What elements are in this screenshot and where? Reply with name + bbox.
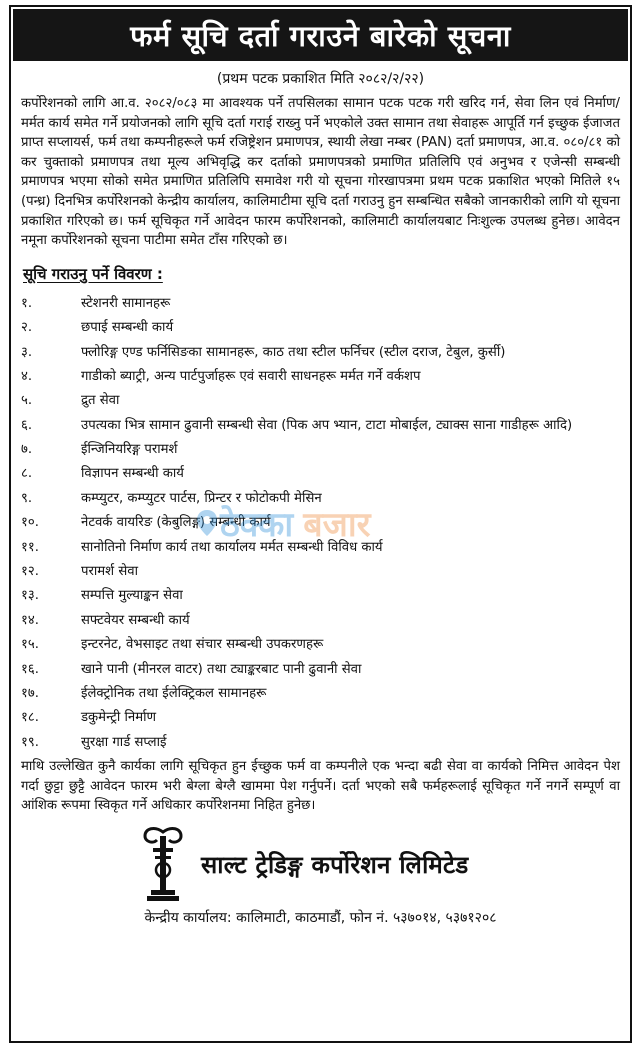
list-item — [21, 294, 618, 313]
item-number: १८. — [21, 710, 39, 726]
item-text: कम्प्युटर, कम्प्युटर पार्टस, प्रिन्टर र फोटोकपी मेसिन — [81, 490, 322, 506]
item-text: खाने पानी (मीनरल वाटर) तथा ट्याङ्करबाट पानी ढुवानी सेवा — [81, 661, 362, 677]
item-number: ४. — [21, 368, 33, 384]
item-text: सम्पत्ति मुल्याङ्कन सेवा — [81, 588, 183, 604]
list-item — [21, 367, 618, 386]
list-item — [21, 513, 618, 532]
item-text: सानोतिनो निर्माण कार्य तथा कार्यालय मर्मत सम्बन्धी विविध कार्य — [81, 539, 383, 555]
item-text: सफ्टवेयर सम्बन्धी कार्य — [81, 612, 190, 628]
list-item — [21, 635, 618, 654]
item-text: डकुमेन्ट्री निर्माण — [81, 710, 157, 726]
list-item — [21, 440, 618, 459]
list-item — [21, 464, 618, 483]
item-text: नेटवर्क वायरिङ (केबुलिङ्ग) सम्बन्धी कार्य — [81, 515, 271, 531]
item-number: १९. — [21, 734, 39, 750]
list-item — [21, 416, 618, 435]
item-number: १४. — [21, 612, 39, 628]
item-number: ८. — [21, 466, 33, 482]
item-text: गाडीको ब्याट्री, अन्य पार्टपुर्जाहरू एवं सवारी साधनहरू मर्मत गर्ने वर्कशप — [81, 368, 421, 384]
item-number: १७. — [21, 686, 39, 701]
item-text: छपाई सम्बन्धी कार्य — [81, 320, 174, 336]
list-item — [21, 586, 618, 605]
item-number: ६. — [21, 417, 33, 433]
item-text: ईन्जिनियरिङ्ग परामर्श — [81, 442, 178, 458]
closing-paragraph: माथि उल्लेखित कुनै कार्यका लागि सूचिकृत हुन ईच्छुक फर्म वा कम्पनीले एक भन्दा बढी सेवा वा कार्यको निमित्त आवेदन पेश गर्दा छुट्टा छुट्टै आवेदन फारम भरी बेग्ला बेग्लै खाममा पेश गर्नुपर्ने। दर्ता भएको सबै फर्महरूलाई सूचिकृत गर्ने नगर्ने सम्पूर्ण वा आंशिक रूपमा स्विकृत गर्ने अधिकार कर्पोरेशनमा निहित हुनेछ। — [21, 759, 620, 814]
company-emblem-icon — [139, 826, 187, 904]
list-item — [21, 708, 618, 727]
item-number: ३. — [21, 344, 33, 360]
company-signature — [139, 826, 630, 904]
item-number: १. — [21, 295, 33, 311]
list-item — [21, 733, 618, 752]
notice-title: फर्म सूचि दर्ता गराउने बारेको सूचना — [13, 9, 628, 61]
item-text: परामर्श सेवा — [81, 564, 139, 580]
list-item — [21, 391, 618, 410]
item-text: विज्ञापन सम्बन्धी कार्य — [81, 466, 184, 482]
footer-address: केन्द्रीय कार्यालय: कालिमाटी, काठमाडौं, फोन नं. ५३७०१४, ५३७१२०८ — [144, 909, 497, 926]
list-item — [21, 611, 618, 630]
item-number: १०. — [21, 515, 39, 531]
item-number: १६. — [21, 661, 39, 677]
list-item — [21, 684, 618, 703]
notice-frame — [9, 5, 632, 1043]
item-text: सुरक्षा गार्ड सप्लाई — [81, 734, 167, 750]
list-item — [21, 562, 618, 581]
item-text: फ्लोरिङ्ग एण्ड फर्निसिङका सामानहरू, काठ तथा स्टील फर्निचर (स्टील दराज, टेबुल, कुर्सी) — [81, 344, 506, 360]
list-item — [21, 343, 618, 362]
section-heading: सूचि गराउनु पर्ने विवरण : — [23, 264, 163, 283]
list-item — [21, 489, 618, 508]
list-item — [21, 660, 618, 679]
item-text: द्रुत सेवा — [81, 393, 120, 409]
item-text: इन्टरनेट, वेभसाइट तथा संचार सम्बन्धी उपकरणहरू — [81, 637, 324, 653]
item-number: ९. — [21, 490, 33, 506]
item-number: १२. — [21, 564, 39, 580]
item-number: ७. — [21, 442, 33, 458]
item-number: १५. — [21, 637, 39, 653]
service-list — [21, 294, 618, 752]
company-name: साल्ट ट्रेडिङ्ग कर्पोरेशन लिमिटेड — [201, 851, 469, 880]
item-number: १३. — [21, 588, 39, 604]
item-number: २. — [21, 320, 33, 336]
watermark-part-two: बजार — [303, 505, 371, 545]
watermark-part-one: ठेक्का — [220, 505, 294, 545]
item-text: स्टेशनरी सामानहरू — [81, 295, 171, 311]
item-number: ११. — [21, 539, 39, 555]
item-text: उपत्यका भित्र सामान ढुवानी सम्बन्धी सेवा (पिक अप भ्यान, टाटा मोबाईल, ट्याक्स साना गाडीहरू आदि) — [81, 417, 573, 433]
item-text: ईलेक्ट्रोनिक तथा ईलेक्ट्रिकल सामानहरू — [81, 686, 267, 701]
intro-paragraph: कर्पोरेशनको लागि आ.व. २०८२/०८३ मा आवश्यक पर्ने तपसिलका सामान पटक पटक गरी खरिद गर्न, सेवा लिन एवं निर्माण/मर्मत कार्य समेत गर्ने प्रयोजनको लागि सूचि दर्ता गराई राख्नु पर्ने भएकोले उक्त सामान तथा सेवाहरू आपूर्ति गर्न इच्छुक ईजाजत प्राप्त सप्लायर्स, फर्म तथा कम्पनीहरूले फर्म रजिष्ट्रेशन प्रमाणपत्र, स्थायी लेखा नम्बर (PAN) दर्ता प्रमाणपत्र, आ.व. ०८०/८१ को कर चुक्ताको प्रमाणपत्र तथा मूल्य अभिवृद्धि कर दर्ताको प्रमाणपत्रको प्रमाणित प्रतिलिपि एवं अनुभव र एजेन्सी सम्बन्धी प्रमाणपत्र भएमा सोको समेत प्रमाणित प्रतिलिपि समावेश गरी यो सूचना गोरखापत्रमा प्रथम पटक प्रकाशित भएको मितिले १५ (पन्ध्र) दिनभित्र कर्पोरेशनको केन्द्रीय कार्यालय, कालिमाटीमा सूचि दर्ता गराउनु हुन सम्बन्धित सबैको जानकारीको लागि यो सूचना प्रकाशित गरिएको छ। फर्म सूचिकृत गर्ने आवेदन फारम कर्पोरेशनको, कालिमाटी कार्यालयबाट निःशुल्क उपलब्ध हुनेछ। आवेदन नमूना कर्पोरेशनको सूचना पाटीमा समेत टाँस गरिएको छ। — [21, 96, 620, 249]
list-item — [21, 318, 618, 337]
item-number: ५. — [21, 393, 33, 409]
list-item — [21, 538, 618, 557]
publication-date: (प्रथम पटक प्रकाशित मिति २०८२/२/२२) — [216, 71, 425, 87]
